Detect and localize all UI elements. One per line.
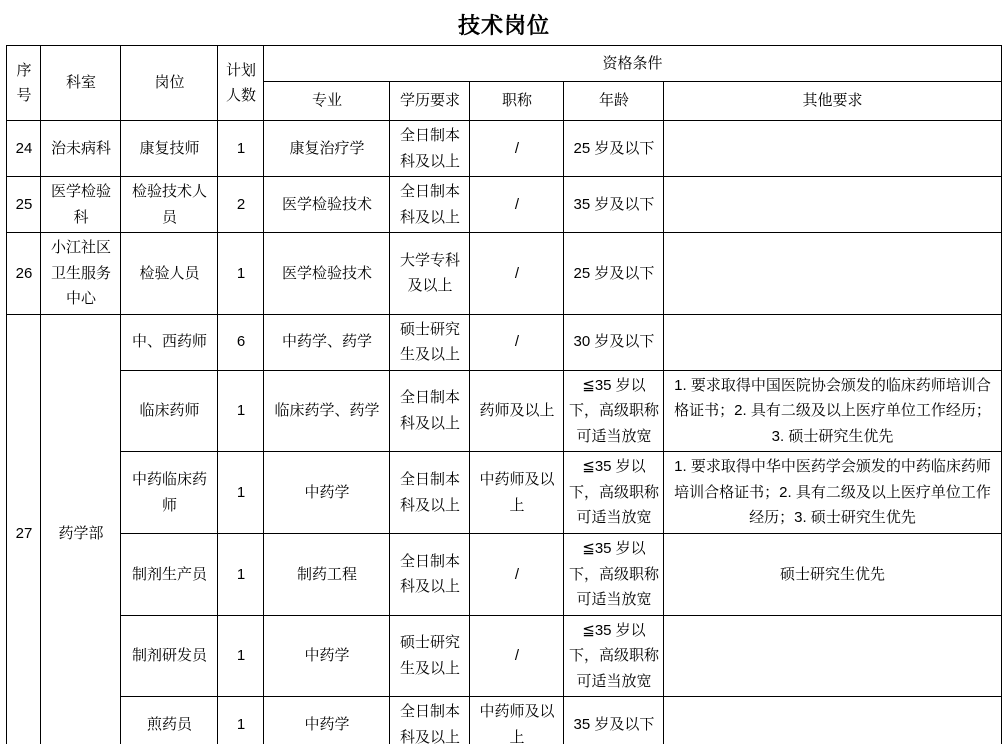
cell-prof: / (470, 534, 564, 616)
cell-major: 临床药学、药学 (264, 370, 390, 452)
table-row (7, 534, 1001, 616)
cell-plan: 1 (218, 697, 264, 744)
cell-plan: 1 (218, 121, 264, 177)
cell-major: 中药学 (264, 697, 390, 744)
cell-prof: / (470, 314, 564, 370)
cell-edu: 全日制本科及以上 (390, 121, 470, 177)
cell-prof: 中药师及以上 (470, 452, 564, 534)
cell-other (664, 233, 1001, 315)
header-post: 岗位 (121, 46, 218, 121)
cell-plan: 1 (218, 233, 264, 315)
cell-age: ≦35 岁以下，高级职称可适当放宽 (564, 534, 664, 616)
table-row (7, 314, 1001, 370)
header-row-1 (7, 46, 1001, 82)
cell-age: 25 岁及以下 (564, 233, 664, 315)
cell-prof: / (470, 615, 564, 697)
page-title: 技术岗位 (457, 13, 550, 38)
cell-other (664, 615, 1001, 697)
cell-plan: 1 (218, 452, 264, 534)
cell-other (664, 177, 1001, 233)
cell-seq: 26 (7, 233, 41, 315)
table-row (7, 177, 1001, 233)
cell-other: 1. 要求取得中国医院协会颁发的临床药师培训合格证书；2. 具有二级及以上医疗单位工作经历；3. 硕士研究生优先 (664, 370, 1001, 452)
cell-age: ≦35 岁以下，高级职称可适当放宽 (564, 452, 664, 534)
table-row (7, 615, 1001, 697)
cell-prof: 中药师及以上 (470, 697, 564, 744)
cell-post: 临床药师 (121, 370, 218, 452)
cell-edu: 硕士研究生及以上 (390, 615, 470, 697)
header-major: 专业 (264, 82, 390, 121)
cell-seq: 25 (7, 177, 41, 233)
cell-plan: 6 (218, 314, 264, 370)
cell-post: 煎药员 (121, 697, 218, 744)
header-plan: 计划人数 (218, 46, 264, 121)
cell-plan: 1 (218, 534, 264, 616)
cell-post: 中药临床药师 (121, 452, 218, 534)
table-row (7, 121, 1001, 177)
cell-plan: 1 (218, 615, 264, 697)
cell-post: 制剂研发员 (121, 615, 218, 697)
cell-other (664, 314, 1001, 370)
cell-major: 中药学 (264, 615, 390, 697)
cell-prof: 药师及以上 (470, 370, 564, 452)
cell-prof: / (470, 121, 564, 177)
cell-post: 康复技师 (121, 121, 218, 177)
cell-major: 医学检验技术 (264, 233, 390, 315)
table-row (7, 233, 1001, 315)
table-row (7, 452, 1001, 534)
table-row (7, 370, 1001, 452)
cell-other: 1. 要求取得中华中医药学会颁发的中药临床药师培训合格证书；2. 具有二级及以上医疗单位工作经历；3. 硕士研究生优先 (664, 452, 1001, 534)
cell-prof: / (470, 177, 564, 233)
cell-age: ≦35 岁以下，高级职称可适当放宽 (564, 370, 664, 452)
header-qualifications: 资格条件 (264, 46, 1001, 82)
header-dept: 科室 (41, 46, 121, 121)
header-age: 年龄 (564, 82, 664, 121)
cell-other (664, 121, 1001, 177)
positions-table (6, 45, 1001, 744)
cell-major: 中药学 (264, 452, 390, 534)
header-prof: 职称 (470, 82, 564, 121)
cell-seq: 27 (7, 314, 41, 744)
cell-prof: / (470, 233, 564, 315)
cell-edu: 硕士研究生及以上 (390, 314, 470, 370)
cell-post: 检验技术人员 (121, 177, 218, 233)
header-edu: 学历要求 (390, 82, 470, 121)
cell-post: 检验人员 (121, 233, 218, 315)
cell-post: 制剂生产员 (121, 534, 218, 616)
cell-seq: 24 (7, 121, 41, 177)
cell-edu: 全日制本科及以上 (390, 534, 470, 616)
cell-age: 30 岁及以下 (564, 314, 664, 370)
cell-major: 康复治疗学 (264, 121, 390, 177)
cell-other: 硕士研究生优先 (664, 534, 1001, 616)
cell-age: 35 岁及以下 (564, 177, 664, 233)
cell-edu: 全日制本科及以上 (390, 452, 470, 534)
cell-edu: 全日制本科及以上 (390, 370, 470, 452)
cell-edu: 全日制本科及以上 (390, 177, 470, 233)
header-seq: 序号 (7, 46, 41, 121)
cell-age: 25 岁及以下 (564, 121, 664, 177)
cell-dept: 治未病科 (41, 121, 121, 177)
cell-major: 中药学、药学 (264, 314, 390, 370)
cell-dept: 医学检验科 (41, 177, 121, 233)
cell-major: 制药工程 (264, 534, 390, 616)
cell-plan: 2 (218, 177, 264, 233)
cell-post: 中、西药师 (121, 314, 218, 370)
cell-age: ≦35 岁以下，高级职称可适当放宽 (564, 615, 664, 697)
cell-other (664, 697, 1001, 744)
cell-dept: 药学部 (41, 314, 121, 744)
cell-edu: 全日制本科及以上 (390, 697, 470, 744)
cell-age: 35 岁及以下 (564, 697, 664, 744)
table-row (7, 697, 1001, 744)
cell-plan: 1 (218, 370, 264, 452)
cell-dept: 小江社区卫生服务中心 (41, 233, 121, 315)
cell-major: 医学检验技术 (264, 177, 390, 233)
cell-edu: 大学专科及以上 (390, 233, 470, 315)
header-other: 其他要求 (664, 82, 1001, 121)
